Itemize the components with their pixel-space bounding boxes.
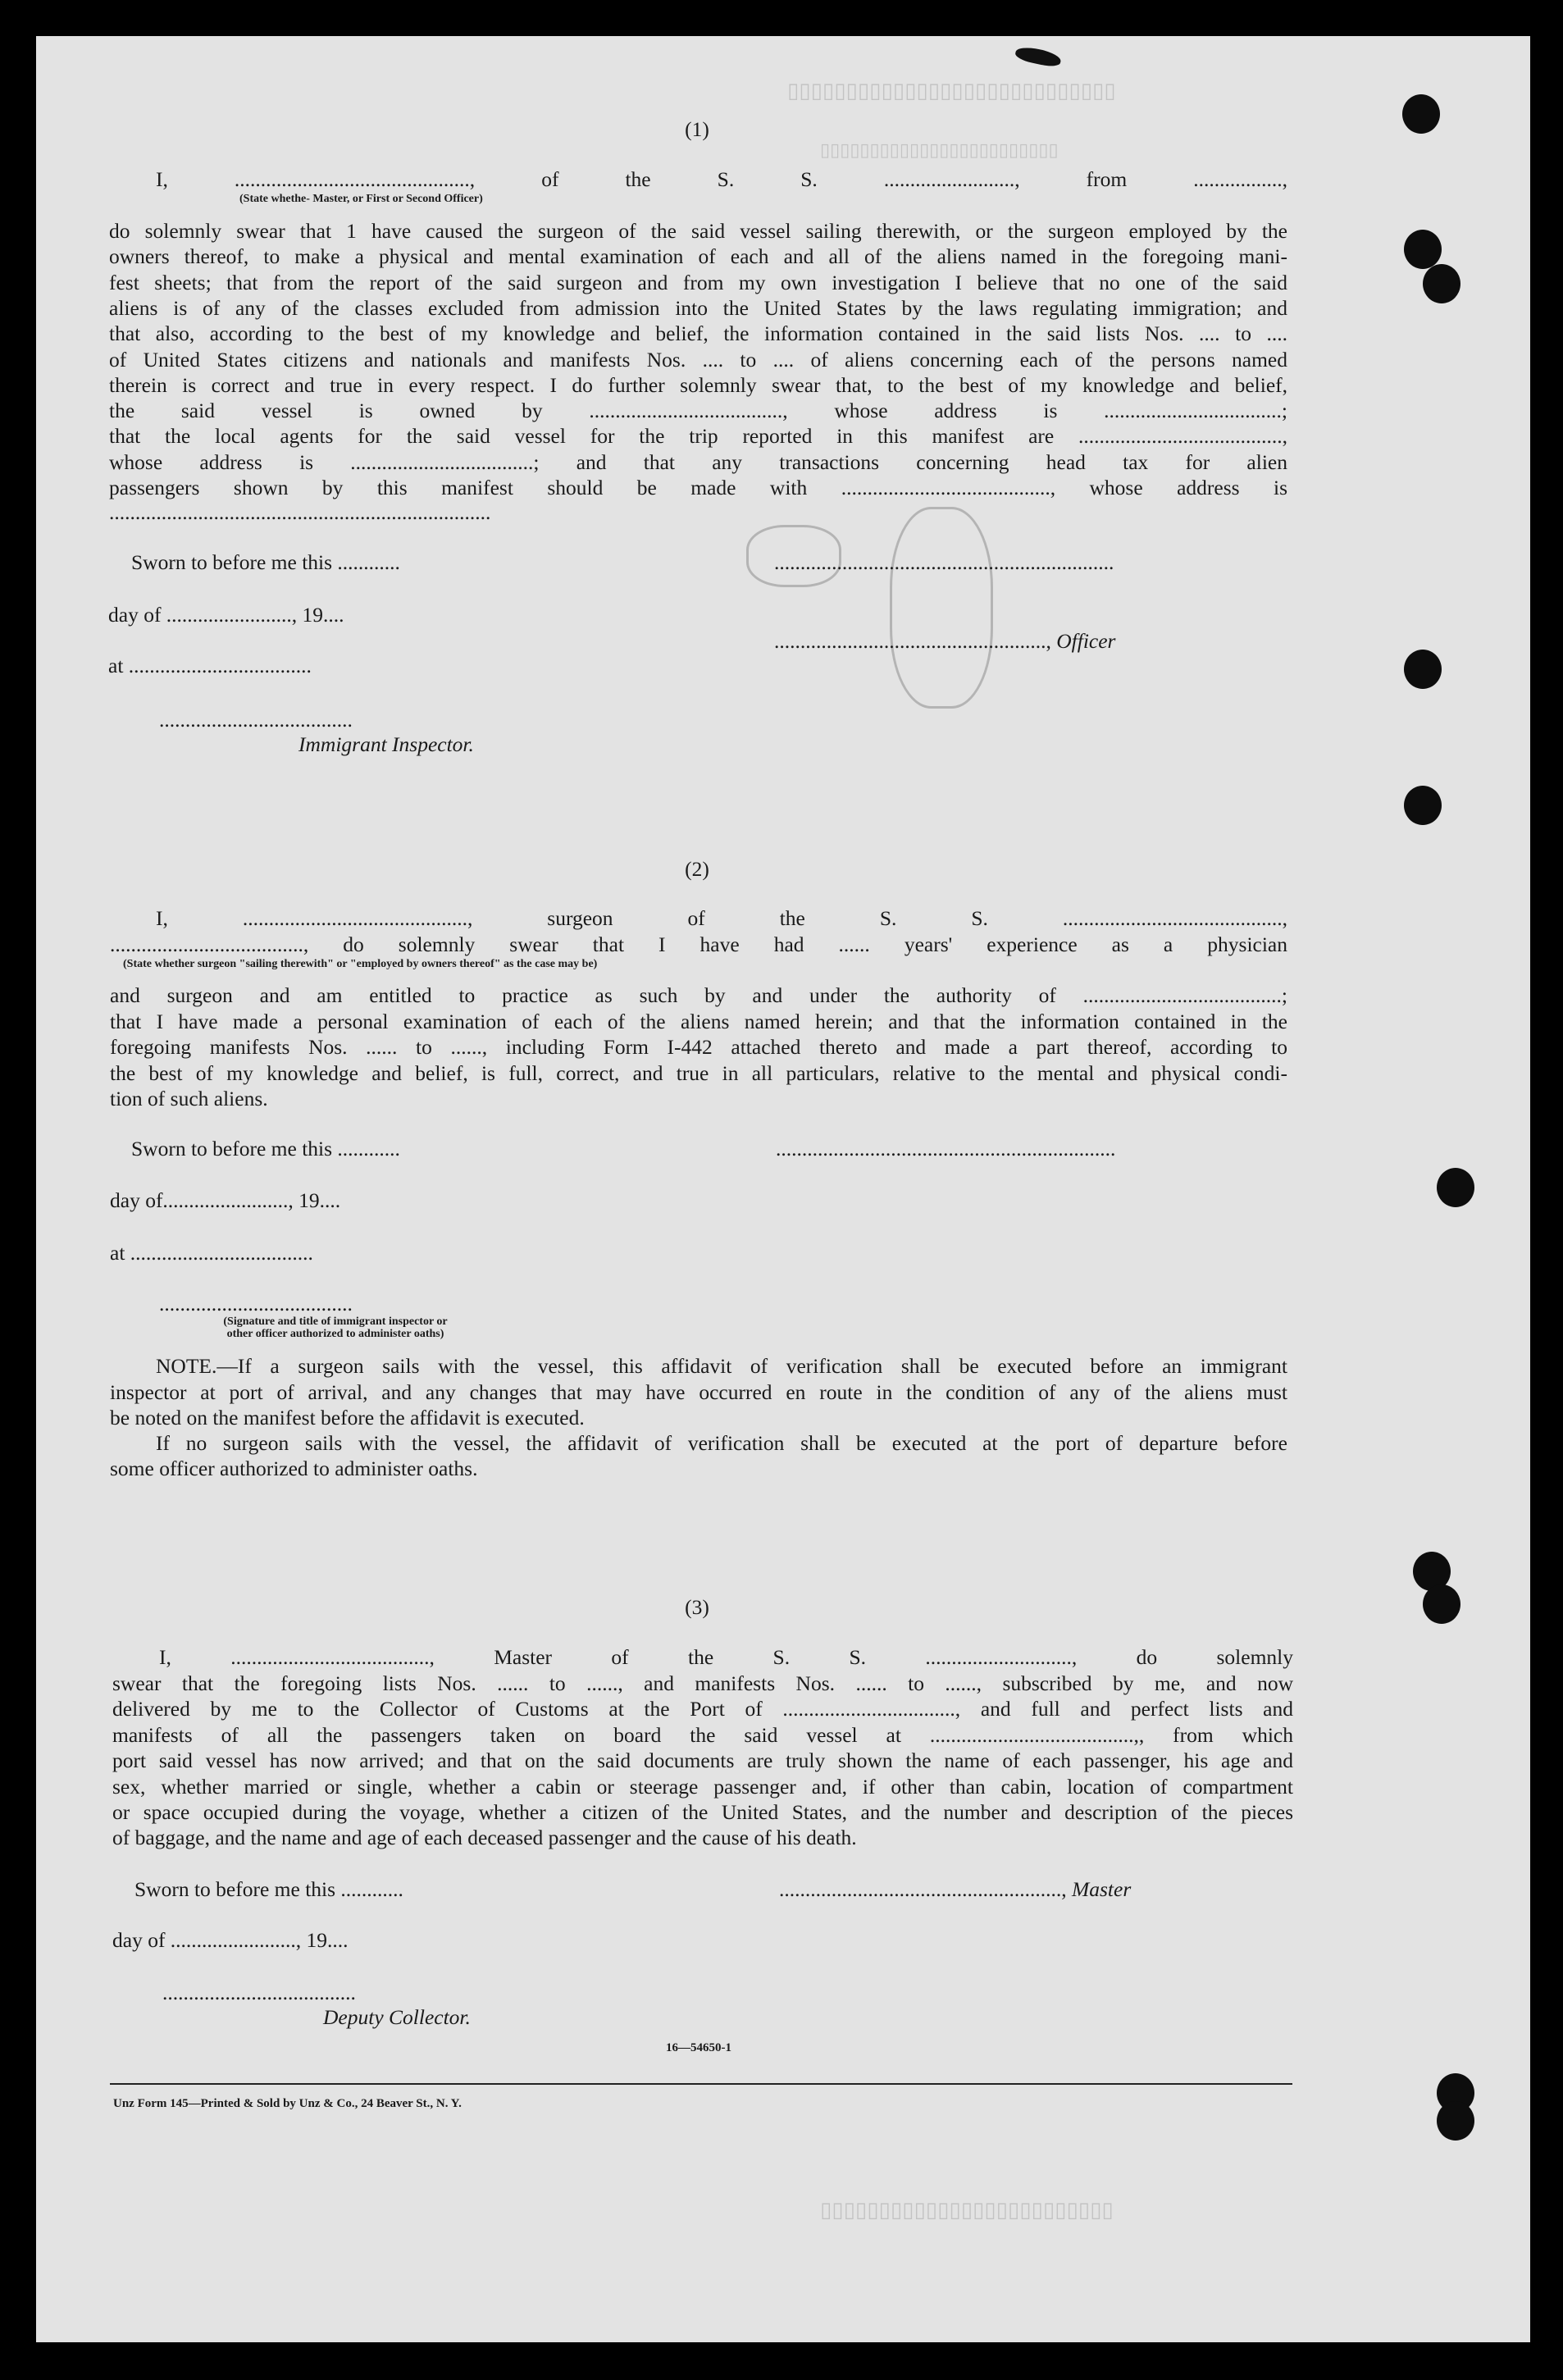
affidavit-line: whose address is ...................................; and that any transactions concerning head tax for alien (109, 449, 1287, 474)
signature-line: ................................................................. (774, 550, 1114, 574)
master-label: Master (1072, 1877, 1132, 1901)
bleed-through-text: ▯▯▯▯▯▯▯▯▯▯▯▯▯▯▯▯▯▯▯▯▯▯▯▯ (820, 139, 1059, 160)
affidavit-line: tion of such aliens. (110, 1087, 268, 1110)
sworn-line: Sworn to before me this ............ (131, 1137, 400, 1160)
affidavit-line: do solemnly swear that 1 have caused the surgeon of the said vessel sailing therewith, or the surgeon employed by the (109, 219, 1287, 243)
affidavit-line: passengers shown by this manifest should be made with ........................................, whose address is (109, 476, 1287, 499)
affidavit-line: foregoing manifests Nos. ...... to ......, including Form I-442 attached thereto and made a part thereof, according to (110, 1035, 1287, 1059)
sworn-line: Sworn to before me this ............ (134, 1877, 403, 1901)
punch-hole (1404, 230, 1442, 269)
affidavit-line: ......................................................................... (109, 500, 491, 524)
affidavit-line: of baggage, and the name and age of each deceased passenger and the cause of his death. (112, 1826, 857, 1849)
officer-dots: ...................................................., (774, 629, 1051, 653)
section-number: (1) (685, 117, 709, 141)
section-number: (3) (685, 1595, 709, 1619)
officer-signature-line (774, 628, 1115, 654)
form-number: 16—54650-1 (666, 2041, 731, 2054)
at-line: at ................................... (108, 654, 312, 677)
affidavit-line: that the local agents for the said vessel for the trip reported in this manifest are ......................................., (109, 424, 1287, 449)
collector-signature-line: ..................................... (162, 1981, 356, 2004)
punch-hole (1437, 1168, 1474, 1207)
affidavit-line: manifests of all the passengers taken on board the said vessel at .......................................,, from which (112, 1722, 1293, 1747)
affidavit-line: ....................................., do solemnly swear that I have had ...... years' experience as a physician (110, 932, 1287, 956)
affidavit-line: swear that the foregoing lists Nos. ...... to ......, and manifests Nos. ...... to ......, subscribed by me, and now (112, 1671, 1293, 1695)
note-line: some officer authorized to administer oaths. (110, 1457, 478, 1480)
ink-stain (890, 507, 993, 709)
punch-hole (1404, 786, 1442, 825)
affidavit-line: I, ..........................................., surgeon of the S. S. .........................................., (156, 906, 1287, 930)
affidavit-line: of United States citizens and nationals and manifests Nos. .... to .... of aliens concerning each of the persons named (109, 347, 1287, 372)
master-signature-line (779, 1876, 1131, 1902)
affidavit-line: NOTE.—If a surgeon sails with the vessel, this affidavit of verification shall be executed before an immigrant (156, 1354, 1287, 1378)
affidavit-line: If no surgeon sails with the vessel, the affidavit of verification shall be executed at the port of departure before (156, 1431, 1287, 1455)
punch-hole (1423, 264, 1460, 303)
printer-credit: Unz Form 145—Printed & Sold by Unz & Co., 24 Beaver St., N. Y. (113, 2097, 462, 2110)
bleed-through-text: ▯▯▯▯▯▯▯▯▯▯▯▯▯▯▯▯▯▯▯▯▯▯▯▯▯▯▯▯ (787, 79, 1116, 103)
affidavit-line: I, ......................................, Master of the S. S. ............................, do solemnly (159, 1645, 1293, 1669)
bleed-through-text: ▯▯▯▯▯▯▯▯▯▯▯▯▯▯▯▯▯▯▯▯▯▯▯▯▯ (820, 2198, 1114, 2222)
sworn-line: Sworn to before me this ............ (131, 550, 400, 574)
affidavit-line: therein is correct and true in every respect. I do further solemnly swear that, to the best of my knowledge and belief, (109, 372, 1287, 397)
master-dots: ......................................................, (779, 1877, 1067, 1901)
section-number: (2) (685, 857, 709, 881)
affidavit-line: owners thereof, to make a physical and mental examination of each and all of the aliens named in the foregoing mani- (109, 244, 1287, 269)
punch-hole (1402, 94, 1440, 134)
affidavit-line: I, ............................................., of the S. S. ........................., from ................., (156, 167, 1287, 191)
affidavit-line: the said vessel is owned by ....................................., whose address is ..................................; (109, 399, 1287, 423)
affidavit-line: and surgeon and am entitled to practice as such by and under the authority of ......................................; (110, 983, 1287, 1007)
divider-line (110, 2083, 1292, 2085)
affidavit-line: sex, whether married or single, whether a cabin or steerage passenger and, if other than cabin, location of compartment (112, 1774, 1293, 1799)
affidavit-line: that also, according to the best of my knowledge and belief, the information contained in the said lists Nos. .... to .... (109, 321, 1287, 346)
field-note: (Signature and title of immigrant inspector or (223, 1315, 448, 1328)
field-note: other officer authorized to administer oaths) (226, 1328, 444, 1340)
punch-hole (1404, 650, 1442, 689)
day-line: day of ........................, 19.... (108, 603, 344, 627)
punch-hole (1423, 1584, 1460, 1624)
note-line: be noted on the manifest before the affidavit is executed. (110, 1406, 585, 1429)
affidavit-line: that I have made a personal examination of each of the aliens named herein; and that the information contained in the (110, 1009, 1287, 1033)
affidavit-line: fest sheets; that from the report of the said surgeon and from my own investigation I believe that no one of the said (109, 270, 1287, 294)
at-line: at ................................... (110, 1241, 313, 1265)
signature-line: ..................................... (159, 1292, 353, 1315)
inspector-signature-line: ..................................... (159, 708, 353, 732)
collector-label: Deputy Collector. (323, 2005, 471, 2029)
signature-line: ................................................................. (776, 1137, 1116, 1160)
field-note: (State whether surgeon "sailing therewith" or "employed by owners thereof" as the case may be) (123, 958, 598, 970)
punch-hole (1437, 2101, 1474, 2141)
affidavit-line: aliens is of any of the classes excluded from admission into the United States by the laws regulating immigration; and (109, 295, 1287, 320)
affidavit-line: or space occupied during the voyage, whether a citizen of the United States, and the number and description of the pieces (112, 1800, 1293, 1824)
field-note: (State whethe- Master, or First or Second Officer) (239, 193, 483, 205)
officer-label: Officer (1056, 629, 1116, 653)
affidavit-line: the best of my knowledge and belief, is full, correct, and true in all particulars, relative to the mental and physical condi- (110, 1060, 1287, 1085)
affidavit-line: port said vessel has now arrived; and that on the said documents are truly shown the name of each passenger, his age and (112, 1749, 1293, 1772)
affidavit-line: inspector at port of arrival, and any changes that may have occurred en route in the condition of any of the aliens must (110, 1379, 1287, 1404)
inspector-label: Immigrant Inspector. (298, 732, 474, 756)
affidavit-line: delivered by me to the Collector of Customs at the Port of ................................., and full and perfect lists and (112, 1697, 1293, 1721)
day-line: day of........................, 19.... (110, 1188, 341, 1212)
day-line: day of ........................, 19.... (112, 1928, 349, 1952)
